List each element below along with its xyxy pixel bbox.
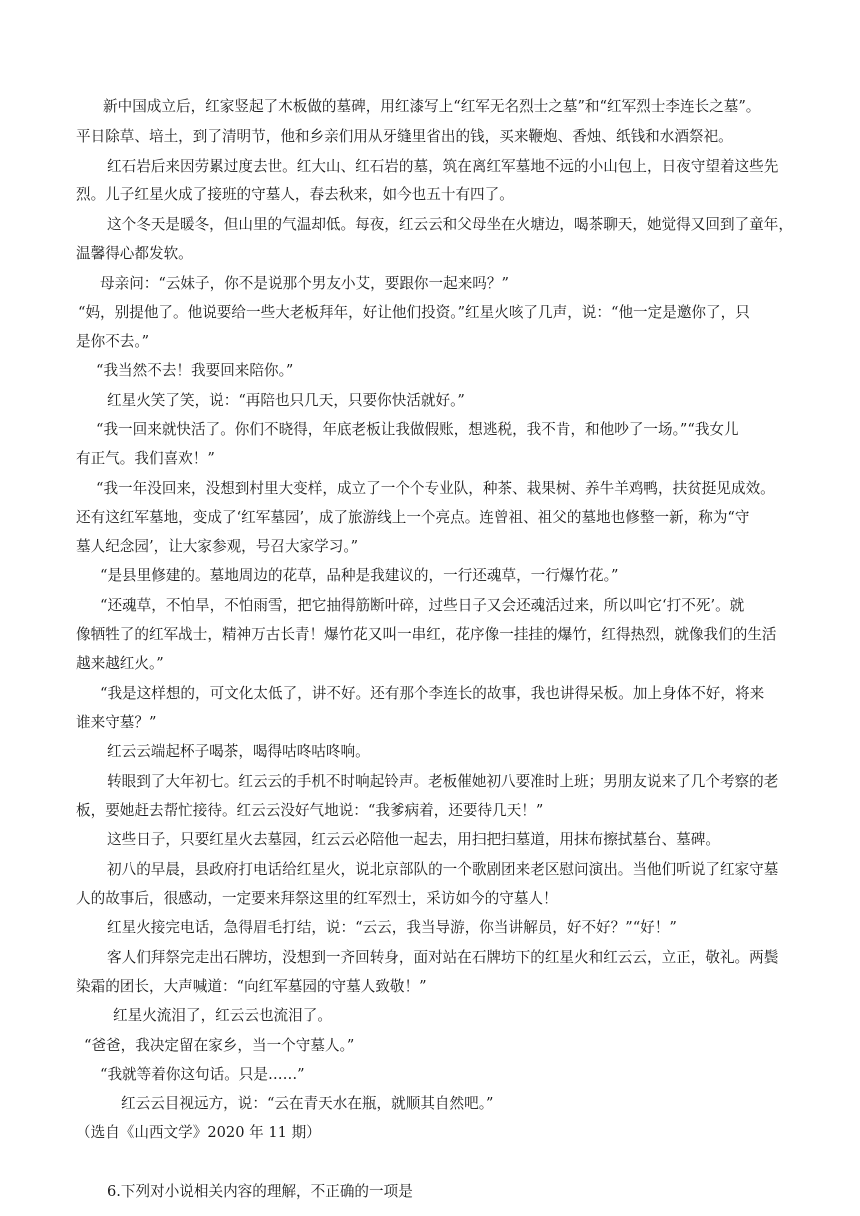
- text-line: 红星火接完电话，急得眉毛打结，说：“云云，我当导游，你当讲解员，好不好？”“好！”: [107, 919, 677, 936]
- text-line: 有正气。我们喜欢！”: [76, 450, 215, 467]
- text-line: “我是这样想的，可文化太低了，讲不好。还有那个李连长的故事，我也讲得呆板。加上身体不好，将来: [100, 685, 765, 702]
- text-line: “我一回来就快活了。你们不晓得，年底老板让我做假账，想逃税，我不肯，和他吵了一场。”“我女儿: [96, 421, 739, 438]
- text-line: 红星火流泪了，红云云也流泪了。: [113, 1007, 332, 1024]
- text-line: 平日除草、培土，到了清明节，他和乡亲们用从牙缝里省出的钱，买来鞭炮、香烛、纸钱和水酒祭祀。: [76, 128, 733, 145]
- text-line: 红云云端起杯子喝茶，喝得咕咚咕咚响。: [107, 743, 370, 760]
- text-line: “妈，别提他了。他说要给一些大老板拜年，好让他们投资。”红星火咳了几声，说：“他一定是邀你了，只: [78, 304, 750, 321]
- text-line: “我就等着你这句话。只是……”: [100, 1066, 305, 1083]
- source-citation: （选自《山西文学》2020 年 11 期）: [76, 1124, 321, 1141]
- text-line: 红石岩后来因劳累过度去世。红大山、红石岩的墓，筑在离红军墓地不远的小山包上，日夜守望着这些先: [107, 158, 779, 175]
- text-line: 红星火笑了笑，说：“再陪也只几天，只要你快活就好。”: [107, 392, 465, 409]
- text-line: 人的故事后，很感动，一定要来拜祭这里的红军烈士，采访如今的守墓人！: [76, 890, 558, 907]
- text-line: 这个冬天是暖冬，但山里的气温却低。每夜，红云云和父母坐在火塘边，喝茶聊天，她觉得又回到了童年，: [107, 216, 793, 233]
- text-line: “还魂草，不怕旱，不怕雨雪，把它抽得筋断叶碎，过些日子又会还魂活过来，所以叫它‘打不死’。就: [100, 597, 745, 614]
- text-line: 这些日子，只要红星火去墓园，红云云必陪他一起去，用扫把扫墓道，用抹布擦拭墓台、墓碑。: [107, 831, 720, 848]
- text-line: 是你不去。”: [76, 333, 150, 350]
- question-6: 6.下列对小说相关内容的理解，不正确的一项是: [107, 1183, 413, 1200]
- text-line: 母亲问：“云妹子，你不是说那个男友小艾，要跟你一起来吗？”: [100, 275, 509, 292]
- text-line: 还有这红军墓地，变成了‘红军墓园’，成了旅游线上一个亮点。连曾祖、祖父的墓地也修整一新，称为“守: [76, 509, 750, 526]
- text-line: 转眼到了大年初七。红云云的手机不时响起铃声。老板催她初八要准时上班；男朋友说来了几个考察的老: [107, 773, 779, 790]
- text-line: 红云云目视远方，说：“云在青天水在瓶，就顺其自然吧。”: [121, 1095, 494, 1112]
- text-line: 谁来守墓？”: [76, 714, 157, 731]
- text-line: 像牺牲了的红军战士，精神万古长青！爆竹花又叫一串红，花序像一挂挂的爆竹，红得热烈，就像我们的生活: [76, 626, 777, 643]
- text-line: 新中国成立后，红家竖起了木板做的墓碑，用红漆写上“红军无名烈士之墓”和“红军烈士李连长之墓”。: [103, 98, 761, 115]
- text-line: 板，要她赶去帮忙接待。红云云没好气地说：“我爹病着，还要待几天！”: [76, 802, 544, 819]
- text-line: “爸爸，我决定留在家乡，当一个守墓人。”: [84, 1037, 355, 1054]
- text-line: 初八的早晨，县政府打电话给红星火，说北京部队的一个歌剧团来老区慰问演出。当他们听说了红家守墓: [107, 861, 779, 878]
- text-line: “我一年没回来，没想到村里大变样，成立了一个个专业队，种茶、栽果树、养牛羊鸡鸭，扶贫挺见成效。: [96, 480, 775, 497]
- text-line: 染霜的团长，大声喊道：“向红军墓园的守墓人致敬！”: [76, 978, 427, 995]
- text-line: “是县里修建的。墓地周边的花草，品种是我建议的，一行还魂草，一行爆竹花。”: [100, 567, 619, 584]
- text-line: 墓人纪念园’，让大家参观，号召大家学习。”: [76, 538, 359, 555]
- text-line: 温馨得心都发软。: [76, 245, 193, 262]
- text-line: 烈。儿子红星火成了接班的守墓人，春去秋来，如今也五十有四了。: [76, 186, 514, 203]
- text-line: 越来越红火。”: [76, 655, 164, 672]
- text-line: “我当然不去！我要回来陪你。”: [96, 362, 294, 379]
- text-line: 客人们拜祭完走出石牌坊，没想到一齐回转身，面对站在石牌坊下的红星火和红云云，立正，敬礼。两鬓: [107, 949, 779, 966]
